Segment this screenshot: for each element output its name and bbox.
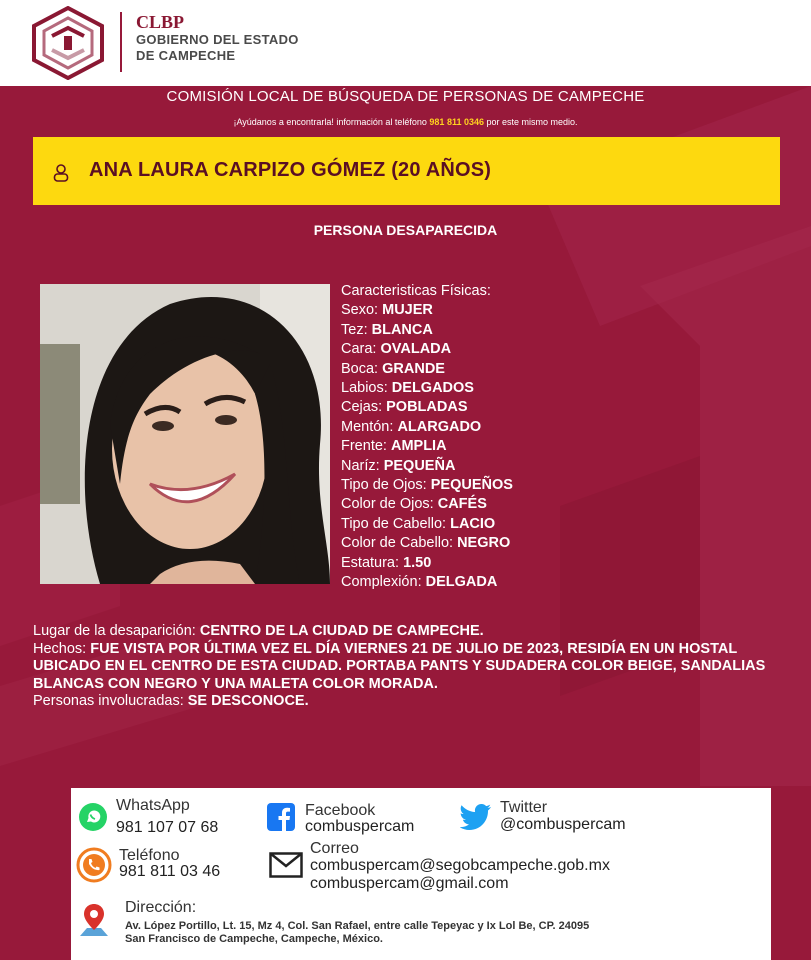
trait-label: Tipo de Ojos: — [341, 477, 427, 494]
clbp-logo-icon — [30, 6, 106, 80]
place-row — [33, 623, 778, 641]
address-line-2: San Francisco de Campeche, Campeche, México. — [125, 933, 383, 945]
trait-value: NEGRO — [457, 535, 511, 552]
trait-label: Color de Ojos: — [341, 496, 434, 513]
trait-label: Estatura: — [341, 554, 400, 571]
trait-value: MUJER — [382, 302, 433, 319]
place-value: CENTRO DE LA CIUDAD DE CAMPECHE. — [199, 623, 484, 639]
physical-traits — [341, 282, 513, 593]
trait-label: Frente: — [341, 438, 387, 455]
trait-value: OVALADA — [380, 341, 452, 358]
org-line-1: GOBIERNO DEL ESTADO — [136, 32, 299, 47]
trait-label: Tipo de Cabello: — [341, 515, 447, 532]
trait-value: CAFÉS — [437, 496, 487, 513]
header — [0, 0, 811, 86]
trait-label: Labios: — [341, 380, 388, 397]
place-label: Lugar de la desaparición: — [33, 623, 196, 639]
contact-card — [71, 788, 771, 960]
phone-label: Teléfono — [119, 847, 180, 864]
trait-value: PEQUEÑOS — [430, 477, 513, 494]
email-address-2[interactable]: combuspercam@gmail.com — [310, 875, 509, 892]
address-line-1: Av. López Portillo, Lt. 15, Mz 4, Col. San Rafael, entre calle Tepeyac y Ix Lol Be, CP. 24095 — [125, 920, 590, 932]
trait-value: DELGADOS — [391, 380, 474, 397]
user-icon — [53, 164, 69, 182]
people-label: Personas involucradas: — [33, 693, 184, 710]
twitter-icon — [460, 804, 492, 830]
org-line-2: DE CAMPECHE — [136, 48, 236, 63]
trait-row — [341, 554, 513, 573]
trait-row — [341, 495, 513, 514]
help-suffix: por este mismo medio. — [486, 117, 578, 127]
twitter-handle[interactable]: @combuspercam — [500, 816, 626, 833]
whatsapp-label: WhatsApp — [116, 797, 190, 814]
trait-value: LACIO — [450, 515, 496, 532]
trait-label: Tez: — [341, 321, 368, 338]
facebook-icon — [267, 803, 295, 831]
org-abbreviation: CLBP — [136, 12, 185, 32]
trait-row — [341, 301, 513, 320]
facts-row — [33, 641, 778, 694]
trait-row — [341, 437, 513, 456]
trait-label: Sexo: — [341, 302, 379, 319]
trait-label: Mentón: — [341, 418, 394, 435]
trait-row — [341, 379, 513, 398]
trait-row — [341, 534, 513, 553]
trait-row — [341, 476, 513, 495]
organization-name — [136, 12, 299, 64]
trait-label: Color de Cabello: — [341, 535, 454, 552]
trait-label: Complexión: — [341, 574, 422, 591]
trait-label: Naríz: — [341, 457, 380, 474]
mail-icon — [269, 852, 303, 878]
name-bar — [33, 137, 780, 205]
twitter-label: Twitter — [500, 799, 548, 816]
help-prefix: ¡Ayúdanos a encontrarla! información al teléfono — [233, 117, 427, 127]
facts-value: FUE VISTA POR ÚLTIMA VEZ EL DÍA VIERNES 21 DE JULIO DE 2023, RESIDÍA EN UN HOSTAL UBICADO EN EL CENTRO DE ESTA CIUDAD. PORTABA PANTS Y SUDADERA COLOR BEIGE, SANDALIAS BLANCAS CON NEGRO Y UNA MALETA COLOR MORADA. — [33, 640, 766, 692]
trait-label: Cejas: — [341, 399, 383, 416]
facts-label: Hechos: — [33, 640, 87, 657]
whatsapp-number[interactable]: 981 107 07 68 — [116, 819, 219, 836]
missing-person-name: ANA LAURA CARPIZO GÓMEZ (20 AÑOS) — [89, 159, 492, 181]
trait-label: Cara: — [341, 341, 377, 358]
trait-row — [341, 457, 513, 476]
facebook-handle[interactable]: combuspercam — [305, 818, 415, 835]
address-label: Dirección: — [125, 899, 197, 916]
trait-value: 1.50 — [403, 554, 432, 571]
whatsapp-icon — [78, 802, 108, 832]
commission-title: COMISIÓN LOCAL DE BÚSQUEDA DE PERSONAS DE CAMPECHE — [166, 88, 645, 105]
traits-heading: Caracteristicas Físicas: — [341, 283, 491, 299]
trait-value: ALARGADO — [397, 418, 482, 435]
trait-row — [341, 321, 513, 340]
trait-value: AMPLIA — [390, 438, 447, 455]
trait-value: DELGADA — [425, 574, 498, 591]
trait-row — [341, 340, 513, 359]
disappearance-facts — [33, 623, 778, 711]
trait-row — [341, 515, 513, 534]
trait-row — [341, 360, 513, 379]
trait-row — [341, 573, 513, 592]
trait-label: Boca: — [341, 360, 379, 377]
phone-icon — [76, 847, 112, 883]
facebook-label: Facebook — [305, 802, 376, 819]
address — [125, 920, 589, 946]
person-photo — [40, 284, 330, 584]
help-line — [0, 117, 811, 127]
header-divider — [120, 12, 122, 72]
phone-number[interactable]: 981 811 03 46 — [119, 863, 221, 880]
map-pin-icon — [79, 902, 109, 938]
trait-value: POBLADAS — [386, 399, 468, 416]
trait-row — [341, 398, 513, 417]
trait-value: BLANCA — [371, 321, 433, 338]
trait-value: GRANDE — [382, 360, 445, 377]
people-row — [33, 693, 778, 711]
help-phone: 981 811 0346 — [429, 117, 484, 127]
people-value: SE DESCONOCE. — [187, 693, 309, 710]
email-label: Correo — [310, 840, 359, 857]
email-address-1[interactable]: combuspercam@segobcampeche.gob.mx — [310, 857, 610, 874]
trait-value: PEQUEÑA — [383, 457, 456, 474]
status-label: PERSONA DESAPARECIDA — [313, 222, 498, 238]
trait-row — [341, 418, 513, 437]
